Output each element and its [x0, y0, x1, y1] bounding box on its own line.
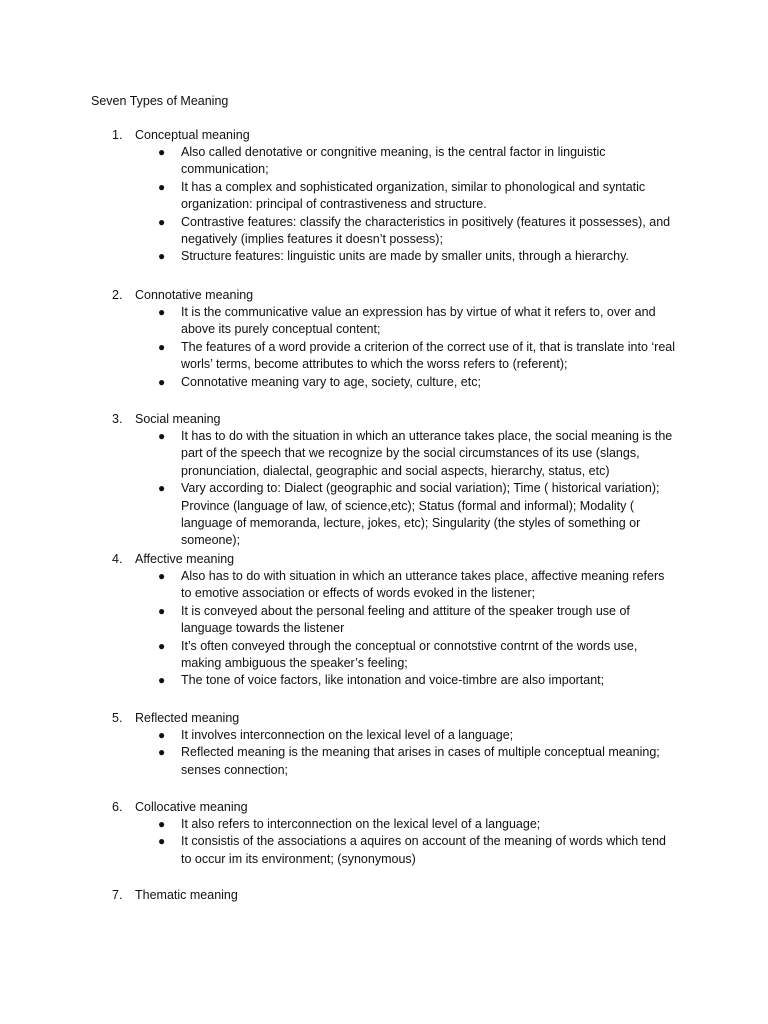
section-number: 5. [112, 711, 123, 725]
section-number: 3. [112, 412, 123, 426]
document-title: Seven Types of Meaning [91, 94, 229, 108]
bullet-text: It is the communicative value an expression has by virtue of what it refers to, over and above its purely conceptual content; [181, 305, 656, 337]
bullet-text: Also called denotative or congnitive meaning, is the central factor in linguistic communication; [181, 145, 606, 177]
bullet-icon: ● [158, 305, 166, 319]
bullet-list [0, 428, 768, 550]
bullet-icon: ● [158, 728, 166, 742]
list-item [0, 672, 676, 689]
bullet-icon: ● [158, 249, 166, 264]
bullet-icon: ● [158, 214, 166, 229]
list-item [0, 144, 676, 179]
bullet-icon: ● [158, 481, 166, 496]
bullet-icon: ● [158, 429, 166, 443]
list-item [0, 568, 676, 603]
list-item [0, 304, 676, 339]
section-number: 7. [112, 888, 123, 902]
bullet-text: It also refers to interconnection on the lexical level of a language; [181, 817, 541, 831]
bullet-list [0, 727, 768, 779]
bullet-list [0, 304, 768, 391]
bullet-icon: ● [158, 145, 166, 159]
section-title: Affective meaning [135, 552, 235, 566]
bullet-text: Vary according to: Dialect (geographic and social variation); Time ( historical variation); Province (language of law, of science,etc); Status (formal and informal); Modality ( language of memoranda, lecture, jokes, etc); Singularity (the styles of something or someone); [181, 481, 660, 548]
bullet-text: It is conveyed about the personal feeling and attiture of the speaker trough use of language towards the listener [181, 603, 630, 636]
list-item [0, 214, 676, 249]
bullet-text: Also has to do with situation in which an utterance takes place, affective meaning refers to emotive association or effects of words evoked in the listener; [181, 569, 665, 601]
list-item [0, 638, 676, 673]
section-number: 2. [112, 288, 123, 302]
list-item [0, 374, 676, 391]
bullet-icon: ● [158, 339, 166, 354]
list-item [0, 480, 676, 550]
section-number: 4. [112, 552, 123, 566]
bullet-text: It involves interconnection on the lexical level of a language; [181, 728, 514, 742]
list-item [0, 339, 676, 374]
list-item [0, 833, 676, 868]
section-title: Connotative meaning [135, 288, 254, 302]
bullet-text: It consistis of the associations a aquires on account of the meaning of words which tend to occur im its environment; (synonymous) [181, 834, 666, 866]
bullet-list [0, 568, 768, 690]
bullet-text: Contrastive features: classify the characteristics in positively (features it possesses), and negatively (implies features it doesn’t possess); [181, 214, 671, 247]
bullet-text: Reflected meaning is the meaning that arises in cases of multiple conceptual meaning; senses connection; [181, 745, 660, 777]
list-item [0, 603, 676, 638]
bullet-icon: ● [158, 638, 166, 653]
bullet-icon: ● [158, 603, 166, 618]
list-item [0, 179, 676, 214]
bullet-text: It has a complex and sophisticated organization, similar to phonological and syntatic organization: principal of contrastiveness and structure. [181, 179, 646, 212]
bullet-text: It’s often conveyed through the conceptual or connotstive contrnt of the words use, making ambiguous the speaker’s feeling; [181, 638, 638, 671]
section-title: Thematic meaning [135, 888, 238, 902]
section-title: Social meaning [135, 412, 221, 426]
bullet-text: It has to do with the situation in which an utterance takes place, the social meaning is the part of the speech that we recognize by the social circumstances of its use (slangs, pronunciation, dialectal, geographic and social aspects, hierarchy, status, etc) [181, 429, 673, 478]
bullet-icon: ● [158, 569, 166, 583]
bullet-list [0, 816, 768, 868]
bullet-icon: ● [158, 834, 166, 849]
section-number: 1. [112, 128, 123, 142]
bullet-icon: ● [158, 745, 166, 760]
bullet-text: Connotative meaning vary to age, society, culture, etc; [181, 374, 481, 389]
bullet-list [0, 144, 768, 266]
bullet-text: Structure features: linguistic units are made by smaller units, through a hierarchy. [181, 249, 629, 264]
section-title: Collocative meaning [135, 800, 248, 814]
bullet-icon: ● [158, 374, 166, 389]
bullet-icon: ● [158, 179, 166, 194]
list-item [0, 727, 676, 744]
section-title: Reflected meaning [135, 711, 240, 725]
section-number: 6. [112, 800, 123, 814]
bullet-text: The tone of voice factors, like intonation and voice-timbre are also important; [181, 673, 605, 688]
bullet-text: The features of a word provide a criterion of the correct use of it, that is translate into ‘real worls’ terms, become attributes to which the worss refers to (referent); [181, 339, 675, 372]
list-item [0, 816, 676, 833]
list-item [0, 428, 676, 480]
list-item [0, 744, 676, 779]
bullet-icon: ● [158, 673, 166, 688]
section-title: Conceptual meaning [135, 128, 250, 142]
list-item [0, 248, 676, 265]
bullet-icon: ● [158, 817, 166, 831]
